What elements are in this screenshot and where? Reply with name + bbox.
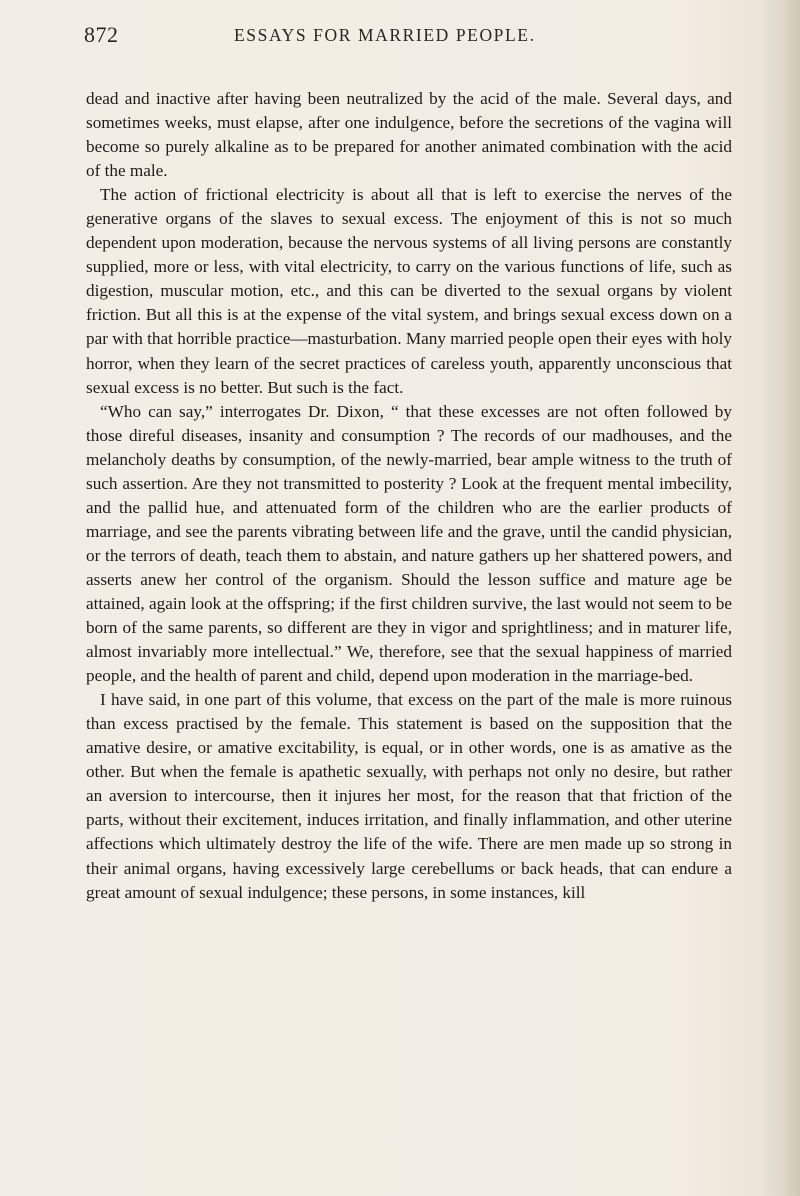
body-text	[86, 87, 732, 905]
page-edge-shadow	[760, 0, 800, 1196]
page-number: 872	[84, 22, 119, 47]
paragraph: The action of frictional electricity is about all that is left to exercise the nerves of the generative organs of the slaves to sexual excess. The enjoyment of this is not so much dependent upon moderation, because the nervous systems of all living persons are constantly supplied, more or less, with vital electricity, to carry on the various functions of life, such as digestion, muscular motion, etc., and this can be diverted to the sexual organs by violent friction. But all this is at the expense of the vital system, and brings sexual excess down on a par with that horrible practice—masturbation. Many married people open their eyes with holy horror, when they learn of the secret practices of careless youth, apparently unconscious that sexual excess is no better. But such is the fact.	[86, 185, 732, 397]
running-head	[84, 22, 734, 50]
paragraph: dead and inactive after having been neutralized by the acid of the male. Several days, and sometimes weeks, must elapse, after one indulgence, before the secretions of the vagina will become so purely alkaline as to be prepared for another animated combination with the acid of the male.	[86, 89, 732, 181]
paragraph: I have said, in one part of this volume, that excess on the part of the male is more ruinous than excess practised by the female. This statement is based on the supposition that the amative desire, or amative excitability, is equal, or in other words, one is as amative as the other. But when the female is apathetic sexually, with perhaps not only no desire, but rather an aversion to intercourse, then it injures her most, for the reason that that friction of the parts, without their excitement, induces irritation, and finally inflammation, and other uterine affections which ultimately destroy the life of the wife. There are men made up so strong in their animal organs, having excessively large cerebellums or back heads, that can endure a great amount of sexual indulgence; these persons, in some instances, kill	[86, 690, 732, 902]
paragraph: “Who can say,” interrogates Dr. Dixon, “ that these excesses are not often followed by those direful diseases, insanity and consumption ? The records of our madhouses, and the melancholy deaths by consumption, of the newly-married, bear ample witness to the truth of such assertion. Are they not transmitted to posterity ? Look at the frequent mental imbecility, and the pallid hue, and attenuated form of the children who are the earlier products of marriage, and see the parents vibrating between life and the grave, until the candid physician, or the terrors of death, teach them to abstain, and nature gathers up her shattered powers, and asserts anew her control of the organism. Should the lesson suffice and mature age be attained, again look at the offspring; if the first children survive, the last would not seem to be born of the same parents, so different are they in vigor and sprightliness; and in maturer life, almost invariably more intellectual.” We, therefore, see that the sexual happiness of married people, and the health of parent and child, depend upon moderation in the marriage-bed.	[86, 401, 732, 686]
running-title: ESSAYS FOR MARRIED PEOPLE.	[234, 25, 536, 45]
